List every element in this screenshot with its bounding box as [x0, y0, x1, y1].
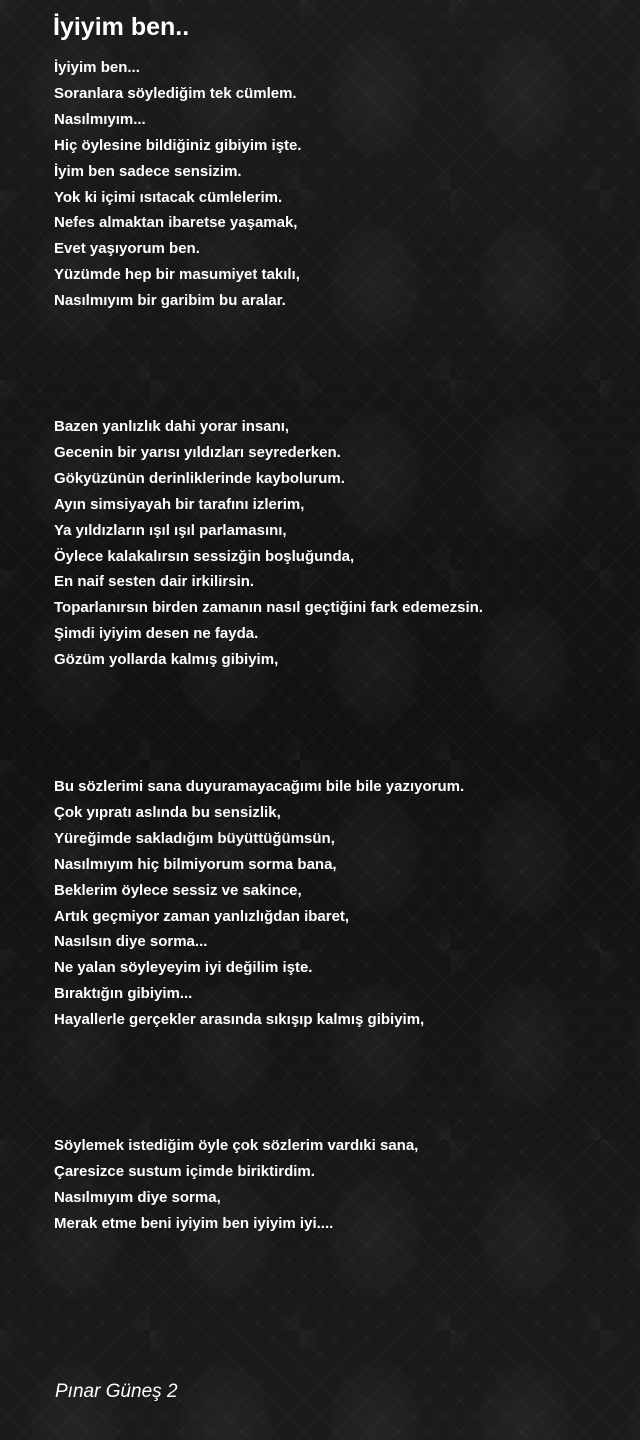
stanza-4: [54, 1133, 634, 1237]
poem-line: Nasılsın diye sorma...: [54, 933, 208, 951]
poem-title: İyiyim ben..: [53, 13, 190, 41]
poem-line: Yok ki içimi ısıtacak cümlelerim.: [54, 188, 283, 206]
poem-line: Çaresizce sustum içimde biriktirdim.: [54, 1162, 315, 1180]
poem-line: Gökyüzünün derinliklerinde kaybolurum.: [54, 469, 345, 487]
poem-line: Söylemek istediğim öyle çok sözlerim vardıki sana,: [54, 1137, 419, 1154]
poem-line: Artık geçmiyor zaman yanlızlığdan ibaret,: [54, 907, 350, 925]
poem-line: Ayın simsiyayah bir tarafını izlerim,: [54, 495, 305, 513]
poem-line: Nasılmıyım...: [54, 110, 146, 128]
poem-line: Ne yalan söyleyeyim iyi değilim işte.: [54, 959, 313, 977]
poem-line: Nasılmıyım hiç bilmiyorum sorma bana,: [54, 855, 337, 873]
poem-line: Gözüm yollarda kalmış gibiyim,: [54, 651, 279, 669]
author-name: Pınar Güneş 2: [55, 1381, 178, 1402]
poem-line: İyim ben sadece sensizim.: [54, 162, 242, 180]
poem-line: Yüreğimde sakladığım büyüttüğümsün,: [54, 829, 335, 847]
poem-line: Nasılmıyım diye sorma,: [54, 1188, 221, 1206]
poem-line: En naif sesten dair irkilirsin.: [54, 573, 255, 591]
poem-line: Beklerim öylece sessiz ve sakince,: [54, 881, 302, 899]
poem-line: Hayallerle gerçekler arasında sıkışıp kalmış gibiyim,: [54, 1011, 425, 1029]
poem-line: Öylece kalakalırsın sessizğin boşluğunda,: [54, 547, 355, 565]
poem-line: Merak etme beni iyiyim ben iyiyim iyi....: [54, 1214, 334, 1232]
poem-line: Bıraktığın gibiyim...: [54, 985, 193, 1003]
stanza-1: [54, 55, 634, 314]
poem-line: Nefes almaktan ibaretse yaşamak,: [54, 214, 298, 232]
stanza-3: [54, 774, 634, 1033]
poem-line: Nasılmıyım bir garibim bu aralar.: [54, 292, 286, 310]
poem-line: Yüzümde hep bir masumiyet takılı,: [54, 266, 300, 284]
poem-line: Çok yıpratı aslında bu sensizlik,: [54, 803, 281, 821]
stanza-2: [54, 414, 634, 673]
poem-line: Soranlara söylediğim tek cümlem.: [54, 84, 297, 102]
poem-line: Bazen yanlızlık dahi yorar insanı,: [54, 418, 290, 435]
poem-line: Gecenin bir yarısı yıldızları seyrederken.: [54, 443, 341, 461]
poem-line: Ya yıldızların ışıl ışıl parlamasını,: [54, 521, 287, 539]
poem-line: Hiç öylesine bildiğiniz gibiyim işte.: [54, 136, 302, 154]
poem-line: Şimdi iyiyim desen ne fayda.: [54, 625, 259, 643]
poem-line: Evet yaşıyorum ben.: [54, 240, 200, 258]
poem-line: İyiyim ben...: [54, 59, 140, 76]
poem-line: Bu sözlerimi sana duyuramayacağımı bile bile yazıyorum.: [54, 778, 465, 795]
poem-line: Toparlanırsın birden zamanın nasıl geçtiğini fark edemezsin.: [54, 599, 483, 617]
